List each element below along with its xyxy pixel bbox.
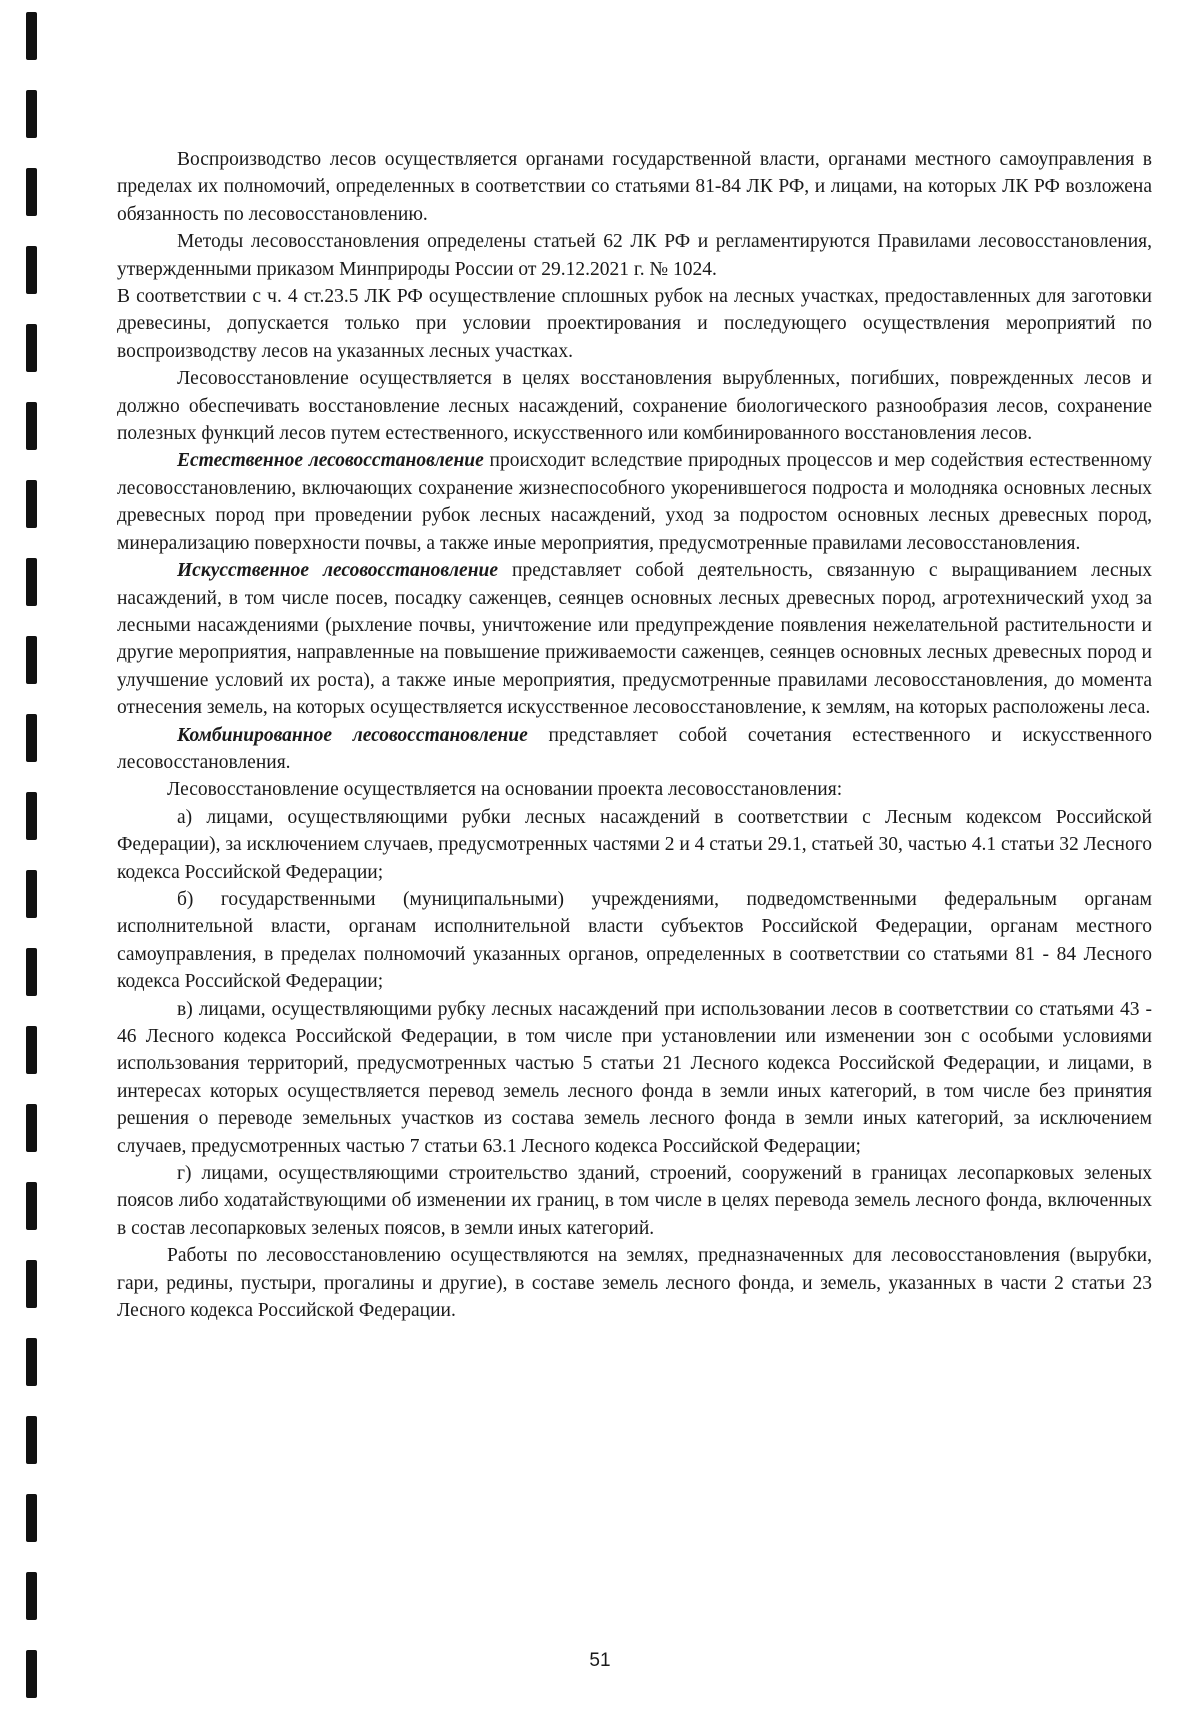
- list-item-a: а) лицами, осуществляющими рубки лесных насаждений в соответствии с Лесным кодексом Российской Федерации), за исключением случаев, предусмотренных частями 2 и 4 статьи 29.1, статьей 30, частью 4.1 статьи 32 Лесного кодекса Российской Федерации;: [117, 806, 1152, 883]
- paragraph-project-basis: Лесовосстановление осуществляется на основании проекта лесовосстановления:: [167, 779, 843, 801]
- binding-holes: [24, 0, 40, 1710]
- list-item-g: г) лицами, осуществляющими строительство зданий, строений, сооружений в границах лесопарковых зеленых поясов либо ходатайствующими об изменении их границ, в том числе в целях перевода земель лесного фонда, включенных в состав лесопарковых зеленых поясов, в земли иных категорий.: [117, 1163, 1152, 1239]
- paragraph-combined: [117, 722, 1152, 777]
- paragraph-clear-cutting: В соответствии с ч. 4 ст.23.5 ЛК РФ осуществление сплошных рубок на лесных участках, предоставленных для заготовки древесины, допускается только при условии проектирования и последующего осуществления мероприятий по воспроизводству лесов на указанных лесных участках.: [117, 286, 1152, 362]
- binding-hole: [26, 480, 37, 528]
- binding-hole: [26, 1182, 37, 1230]
- paragraph-methods: Методы лесовосстановления определены статьей 62 ЛК РФ и регламентируются Правилами лесовосстановления, утвержденными приказом Минприроды России от 29.12.2021 г. № 1024.: [117, 231, 1152, 280]
- paragraph-lands: Работы по лесовосстановлению осуществляются на землях, предназначенных для лесовосстановления (вырубки, гари, редины, пустыри, прогалины и другие), в составе земель лесного фонда, и земель, указанных в части 2 статьи 23 Лесного кодекса Российской Федерации.: [117, 1245, 1152, 1322]
- page-number: 51: [589, 1650, 611, 1671]
- paragraph-artificial: [117, 557, 1152, 721]
- binding-hole: [26, 558, 37, 606]
- binding-hole: [26, 1104, 37, 1152]
- binding-hole: [26, 870, 37, 918]
- paragraph-reproduction: Воспроизводство лесов осуществляется органами государственной власти, органами местного самоуправления в пределах их полномочий, определенных в соответствии со статьями 81-84 ЛК РФ, и лицами, на которых ЛК РФ возложена обязанность по лесовосстановлению.: [117, 149, 1152, 225]
- binding-hole: [26, 12, 37, 60]
- document-body: [117, 146, 1152, 1324]
- binding-hole: [26, 1338, 37, 1386]
- paragraph-combined-text: представляет собой сочетания естественного и искусственного лесовосстановления.: [117, 724, 1152, 773]
- paragraph-natural-text: происходит вследствие природных процессов и мер содействия естественному лесовосстановлению, включающих сохранение жизнеспособного укоренившегося подроста и молодняка основных лесных древесных пород при проведении рубок лесных насаждений, уход за подростом основных лесных древесных пород, минерализацию поверхности почвы, а также иные мероприятия, предусмотренные правилами лесовосстановления.: [117, 450, 1152, 554]
- binding-hole: [26, 714, 37, 762]
- list-item-b: б) государственными (муниципальными) учреждениями, подведомственными федеральным органам исполнительной власти, органам исполнительной власти субъектов Российской Федерации, органам местного самоуправления, в пределах полномочий указанных органов, определенных в соответствии со статьями 81 - 84 Лесного кодекса Российской Федерации;: [117, 888, 1152, 993]
- term-natural: Естественное лесовосстановление: [177, 450, 484, 472]
- binding-hole: [26, 246, 37, 294]
- paragraph-artificial-text: представляет собой деятельность, связанную с выращиванием лесных насаждений, в том числе посев, посадку саженцев, сеянцев основных лесных древесных пород, агротехнический уход за лесными насаждениями (рыхление почвы, уничтожение или предупреждение появления нежелательной растительности и другие мероприятия, направленные на повышение приживаемости саженцев, сеянцев основных лесных древесных пород и улучшение условий их роста), а также иные мероприятия, предусмотренные правилами лесовосстановления, до момента отнесения земель, на которых осуществляется искусственное лесовосстановление, к землям, на которых расположены леса.: [117, 560, 1152, 719]
- binding-hole: [26, 1494, 37, 1542]
- term-combined: Комбинированное лесовосстановление: [177, 724, 528, 746]
- binding-hole: [26, 948, 37, 996]
- binding-hole: [26, 636, 37, 684]
- binding-hole: [26, 1026, 37, 1074]
- binding-hole: [26, 90, 37, 138]
- binding-hole: [26, 324, 37, 372]
- binding-hole: [26, 1260, 37, 1308]
- paragraph-purpose: Лесовосстановление осуществляется в целях восстановления вырубленных, погибших, поврежденных лесов и должно обеспечивать восстановление лесных насаждений, сохранение биологического разнообразия лесов, сохранение полезных функций лесов путем естественного, искусственного или комбинированного восстановления лесов.: [117, 368, 1152, 445]
- binding-hole: [26, 792, 37, 840]
- term-artificial: Искусственное лесовосстановление: [177, 560, 499, 582]
- binding-hole: [26, 402, 37, 450]
- binding-hole: [26, 1572, 37, 1620]
- paragraph-natural: [117, 447, 1152, 557]
- binding-hole: [26, 1416, 37, 1464]
- binding-hole: [26, 168, 37, 216]
- list-item-v: в) лицами, осуществляющими рубку лесных насаждений при использовании лесов в соответствии со статьями 43 - 46 Лесного кодекса Российской Федерации, в том числе при установлении или изменении зон с особыми условиями использования территорий, предусмотренных частью 5 статьи 21 Лесного кодекса Российской Федерации, и лицами, в интересах которых осуществляется перевод земель лесного фонда в земли иных категорий, в том числе без принятия решения о переводе земельных участков из состава земель лесного фонда в земли иных категорий, за исключением случаев, предусмотренных частью 7 статьи 63.1 Лесного кодекса Российской Федерации;: [117, 998, 1152, 1157]
